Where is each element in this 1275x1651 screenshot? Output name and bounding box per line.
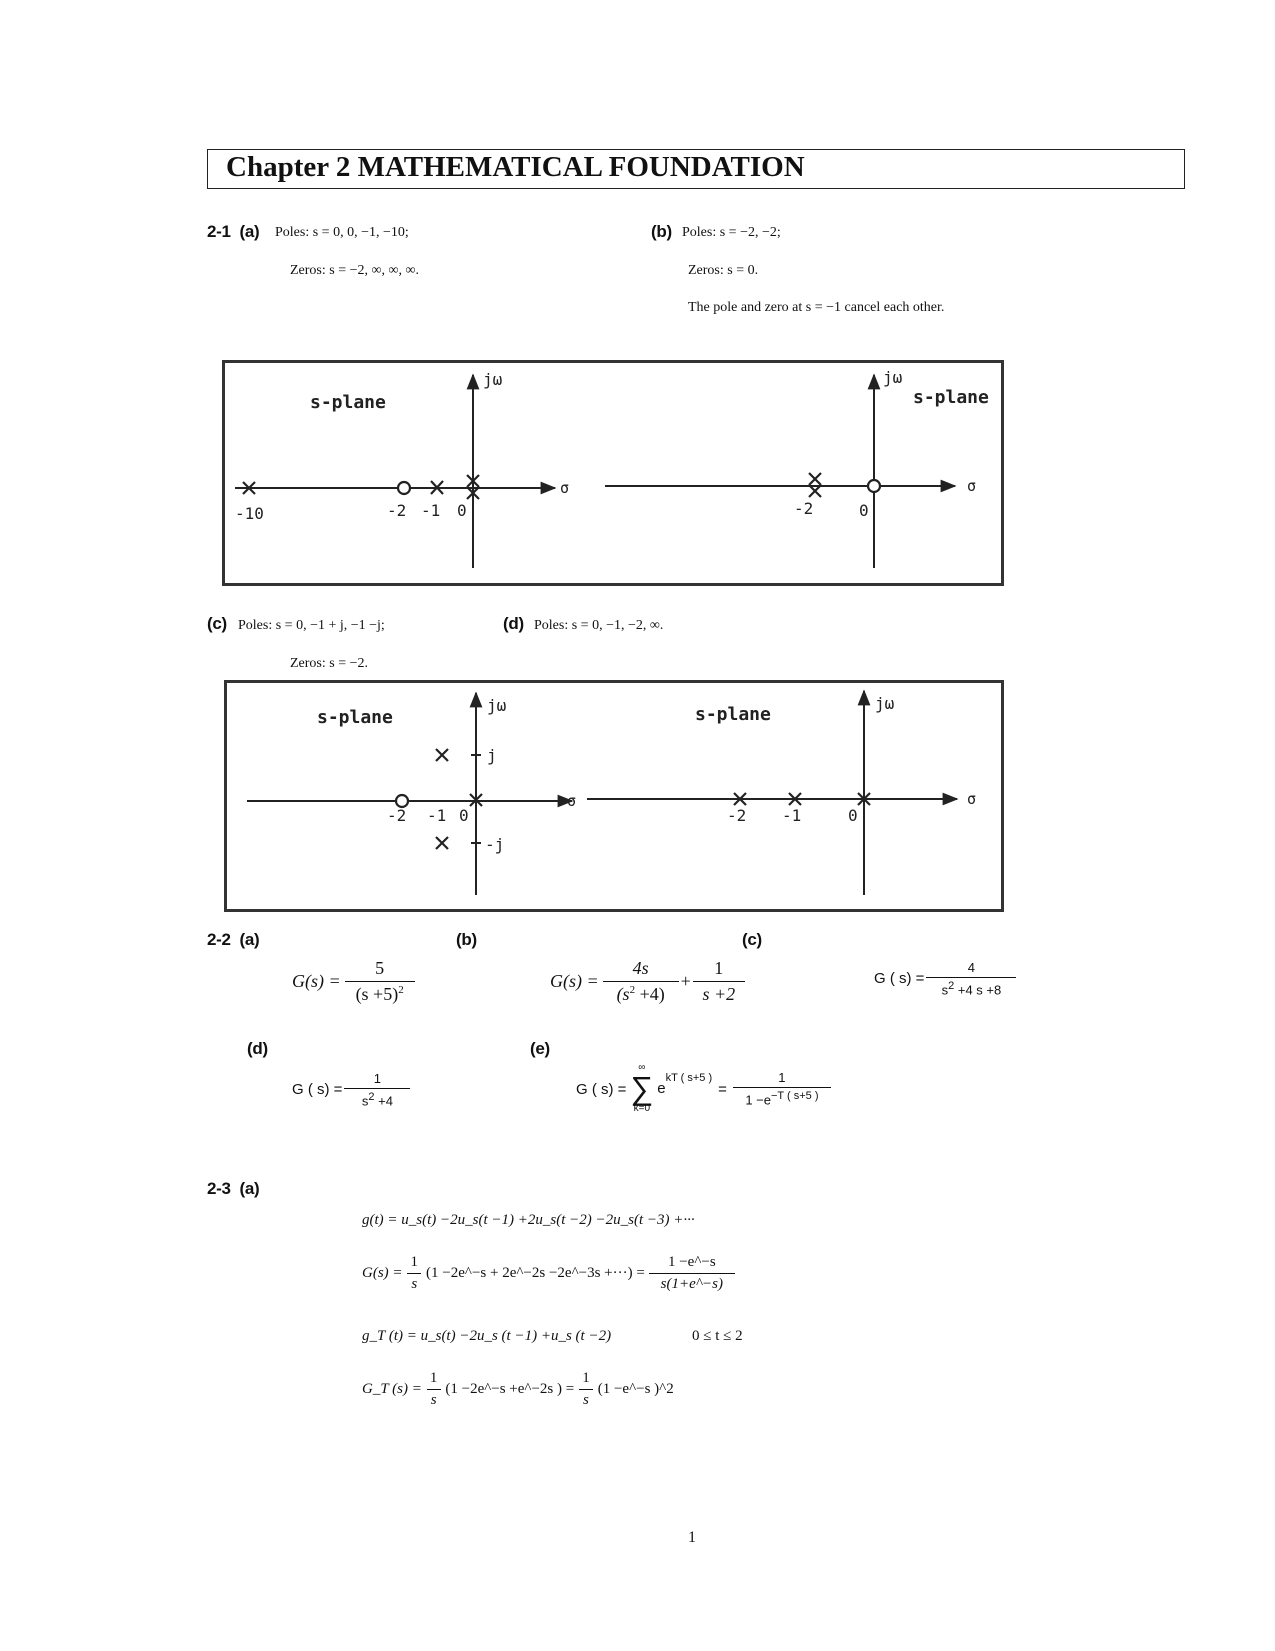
eq-2-3-range: 0 ≤ t ≤ 2 bbox=[692, 1328, 743, 1344]
pole-marker bbox=[436, 837, 448, 849]
jw-label-a: jω bbox=[483, 370, 503, 389]
page-number: 1 bbox=[688, 1529, 696, 1546]
2-2c-tag: (c) bbox=[742, 930, 762, 949]
pole-marker bbox=[809, 473, 821, 485]
tick-label: -2 bbox=[727, 806, 747, 825]
problem-2-2-label: 2-2 (a) bbox=[207, 930, 260, 949]
eq-2-2d: G ( s) = $\frac{1}{s^2 +4}$ bbox=[292, 1071, 410, 1108]
zero-marker bbox=[868, 480, 880, 492]
sigma-label-b: σ bbox=[967, 477, 977, 495]
s-plane-figure-ab bbox=[222, 360, 1004, 586]
zero-marker bbox=[398, 482, 410, 494]
2-1d-poles: Poles: s = 0, −1, −2, ∞. bbox=[534, 618, 664, 633]
2-1b-poles: Poles: s = −2, −2; bbox=[682, 225, 781, 240]
2-1a-poles: Poles: s = 0, 0, −1, −10; bbox=[275, 225, 409, 240]
tick-label: 0 bbox=[848, 806, 858, 825]
sigma-label-d: σ bbox=[967, 790, 977, 808]
tick-label: 0 bbox=[459, 806, 469, 825]
tick-label: -2 bbox=[387, 806, 407, 825]
sigma-label-c: σ bbox=[567, 792, 577, 810]
s-plane-label-a: s-plane bbox=[310, 392, 386, 413]
eq-2-2b: G(s) = $\frac{4s}{(s^2 +4)}$ + $\frac{1}{s +2}$ bbox=[550, 958, 745, 1005]
2-1a-zeros: Zeros: s = −2, ∞, ∞, ∞. bbox=[290, 263, 419, 278]
eq-2-3-line4: G_T (s) = $\frac{1}{s}$ (1 −2e^−s +e^−2s ) = $\frac{1}{s}$ (1 −e^−s )^2 bbox=[362, 1370, 674, 1408]
eq-2-2a: G(s) = $\frac{5}{(s +5)^2}$ bbox=[292, 958, 415, 1005]
tick-label: -2 bbox=[387, 501, 407, 520]
s-plane-label-d: s-plane bbox=[695, 704, 771, 725]
2-2b-tag: (b) bbox=[456, 930, 477, 949]
j-label: j bbox=[487, 746, 497, 765]
s-plane-label-b: s-plane bbox=[913, 387, 989, 408]
jw-label-d: jω bbox=[875, 694, 895, 713]
tick-label: 0 bbox=[859, 501, 869, 520]
2-1c-zeros: Zeros: s = −2. bbox=[290, 656, 369, 671]
eq-2-3-line2: G(s) = $\frac{1}{s}$ (1 −2e^−s + 2e^−2s −2e^−3s +···) = $\frac{1 -e\^{}-s}{s(1+e\^{}-s)}$ bbox=[362, 1254, 735, 1293]
jw-label-c: jω bbox=[487, 696, 507, 715]
2-1b-zeros: Zeros: s = 0. bbox=[688, 263, 759, 278]
2-2e-tag: (e) bbox=[530, 1039, 550, 1058]
2-1c-tag: (c) bbox=[207, 614, 227, 633]
problem-2-1-label: 2-1 (a) bbox=[207, 222, 260, 241]
2-1b-note: The pole and zero at s = −1 cancel each other. bbox=[688, 300, 945, 315]
tick-label: -2 bbox=[794, 499, 814, 518]
s-plane-diagram-ab bbox=[225, 363, 1001, 583]
tick-label: -1 bbox=[421, 501, 441, 520]
sigma-label-a: σ bbox=[560, 479, 570, 497]
tick-label: -1 bbox=[782, 806, 802, 825]
s-plane-figure-cd bbox=[224, 680, 1004, 912]
minus-j-label: -j bbox=[485, 835, 505, 854]
tick-label: -10 bbox=[235, 504, 264, 523]
pole-marker bbox=[436, 749, 448, 761]
jw-label-b: jω bbox=[883, 368, 903, 387]
chapter-title: Chapter 2 MATHEMATICAL FOUNDATION bbox=[226, 151, 805, 183]
2-2d-tag: (d) bbox=[247, 1039, 268, 1058]
2-1b-tag: (b) bbox=[651, 222, 672, 241]
eq-2-3-line1: g(t) = u_s(t) −2u_s(t −1) +2u_s(t −2) −2u_s(t −3) +··· bbox=[362, 1212, 695, 1228]
eq-2-2e: G ( s) = ∞ ∑ k=0 $e^{kT ( s+5 )}$ = $\frac{1}{1 -e^{-T ( s+5 )}}$ bbox=[576, 1063, 831, 1115]
s-plane-diagram-cd bbox=[227, 683, 1001, 909]
s-plane-label-c: s-plane bbox=[317, 707, 393, 728]
2-1c-poles: Poles: s = 0, −1 + j, −1 −j; bbox=[238, 618, 385, 633]
tick-label: 0 bbox=[457, 501, 467, 520]
problem-2-3-label: 2-3 (a) bbox=[207, 1179, 260, 1198]
eq-2-2c: G ( s) = $\frac{4}{s^2 +4 s +8}$ bbox=[874, 960, 1016, 997]
eq-2-3-line3: g_T (t) = u_s(t) −2u_s (t −1) +u_s (t −2) bbox=[362, 1328, 612, 1344]
2-1d-tag: (d) bbox=[503, 614, 524, 633]
tick-label: -1 bbox=[427, 806, 447, 825]
